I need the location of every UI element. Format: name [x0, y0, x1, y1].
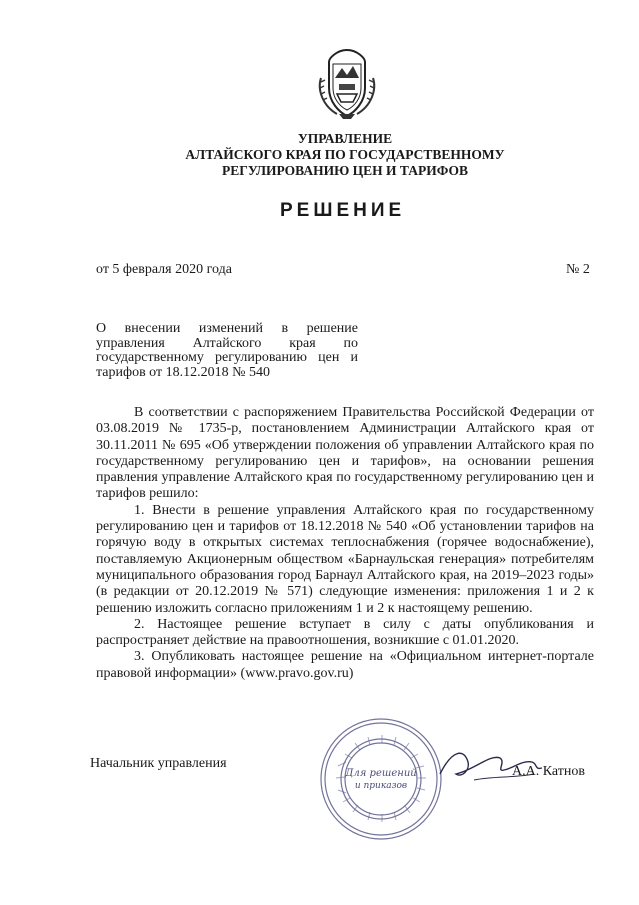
stamp-text-line-1: Для решений	[345, 768, 417, 779]
official-seal-stamp	[318, 716, 444, 842]
subject-line: управления Алтайского края по	[96, 335, 358, 351]
signatory-role: Начальник управления	[90, 756, 227, 771]
item-2-paragraph: 2. Настоящее решение вступает в силу с даты опубликования и распространяет действие на правоотношения, возникшие с 01.01.2020.	[96, 616, 594, 649]
subject-line: тарифов от 18.12.2018 № 540	[96, 364, 270, 380]
document-date: от 5 февраля 2020 года	[96, 262, 232, 277]
document-number: № 2	[566, 262, 590, 277]
item-1-paragraph: 1. Внести в решение управления Алтайского края по государственному регулированию цен и тарифов от 18.12.2018 № 540 «Об установлении тарифов на горячую воду в открытых системах теплоснабжения (горячее водоснабжение), поставляемую Акционерным обществом «Барнаульская генерация» потребителям муниципального образования город Барнаул Алтайского края, на 2019–2023 годы» (в редакции от 20.12.2019 № 571) следующие изменения: приложения 1 и 2 к решению изложить согласно приложениям 1 и 2 к настоящему решению.	[96, 502, 594, 616]
stamp-text-line-2: и приказов	[354, 781, 408, 791]
document-body	[96, 405, 594, 682]
document-title: РЕШЕНИЕ	[280, 200, 406, 221]
authority-line-3: РЕГУЛИРОВАНИЮ ЦЕН И ТАРИФОВ	[221, 163, 469, 178]
preamble-paragraph: В соответствии с распоряжением Правительства Российской Федерации от 03.08.2019 № 1735-р, постановлением Администрации Алтайского края от 30.11.2011 № 695 «Об утверждении положения об управлении Алтайского края по государственному регулированию цен и тарифов», на основании решения правления управление Алтайского края по государственному регулированию цен и тарифов решило:	[96, 405, 594, 502]
document-subject	[96, 322, 358, 380]
subject-line: государственному регулированию цен и	[96, 350, 358, 365]
subject-line: О внесении изменений в решение	[96, 321, 358, 336]
authority-line-2: АЛТАЙСКОГО КРАЯ ПО ГОСУДАРСТВЕННОМУ	[185, 147, 505, 162]
issuing-authority	[150, 131, 540, 179]
altai-coat-of-arms-icon	[315, 48, 379, 120]
authority-line-1: УПРАВЛЕНИЕ	[297, 131, 393, 146]
item-3-paragraph: 3. Опубликовать настоящее решение на «Официальном интернет-портале правовой информации» (www.pravo.gov.ru)	[96, 649, 594, 681]
signatory-name: А.А. Катнов	[512, 764, 585, 779]
